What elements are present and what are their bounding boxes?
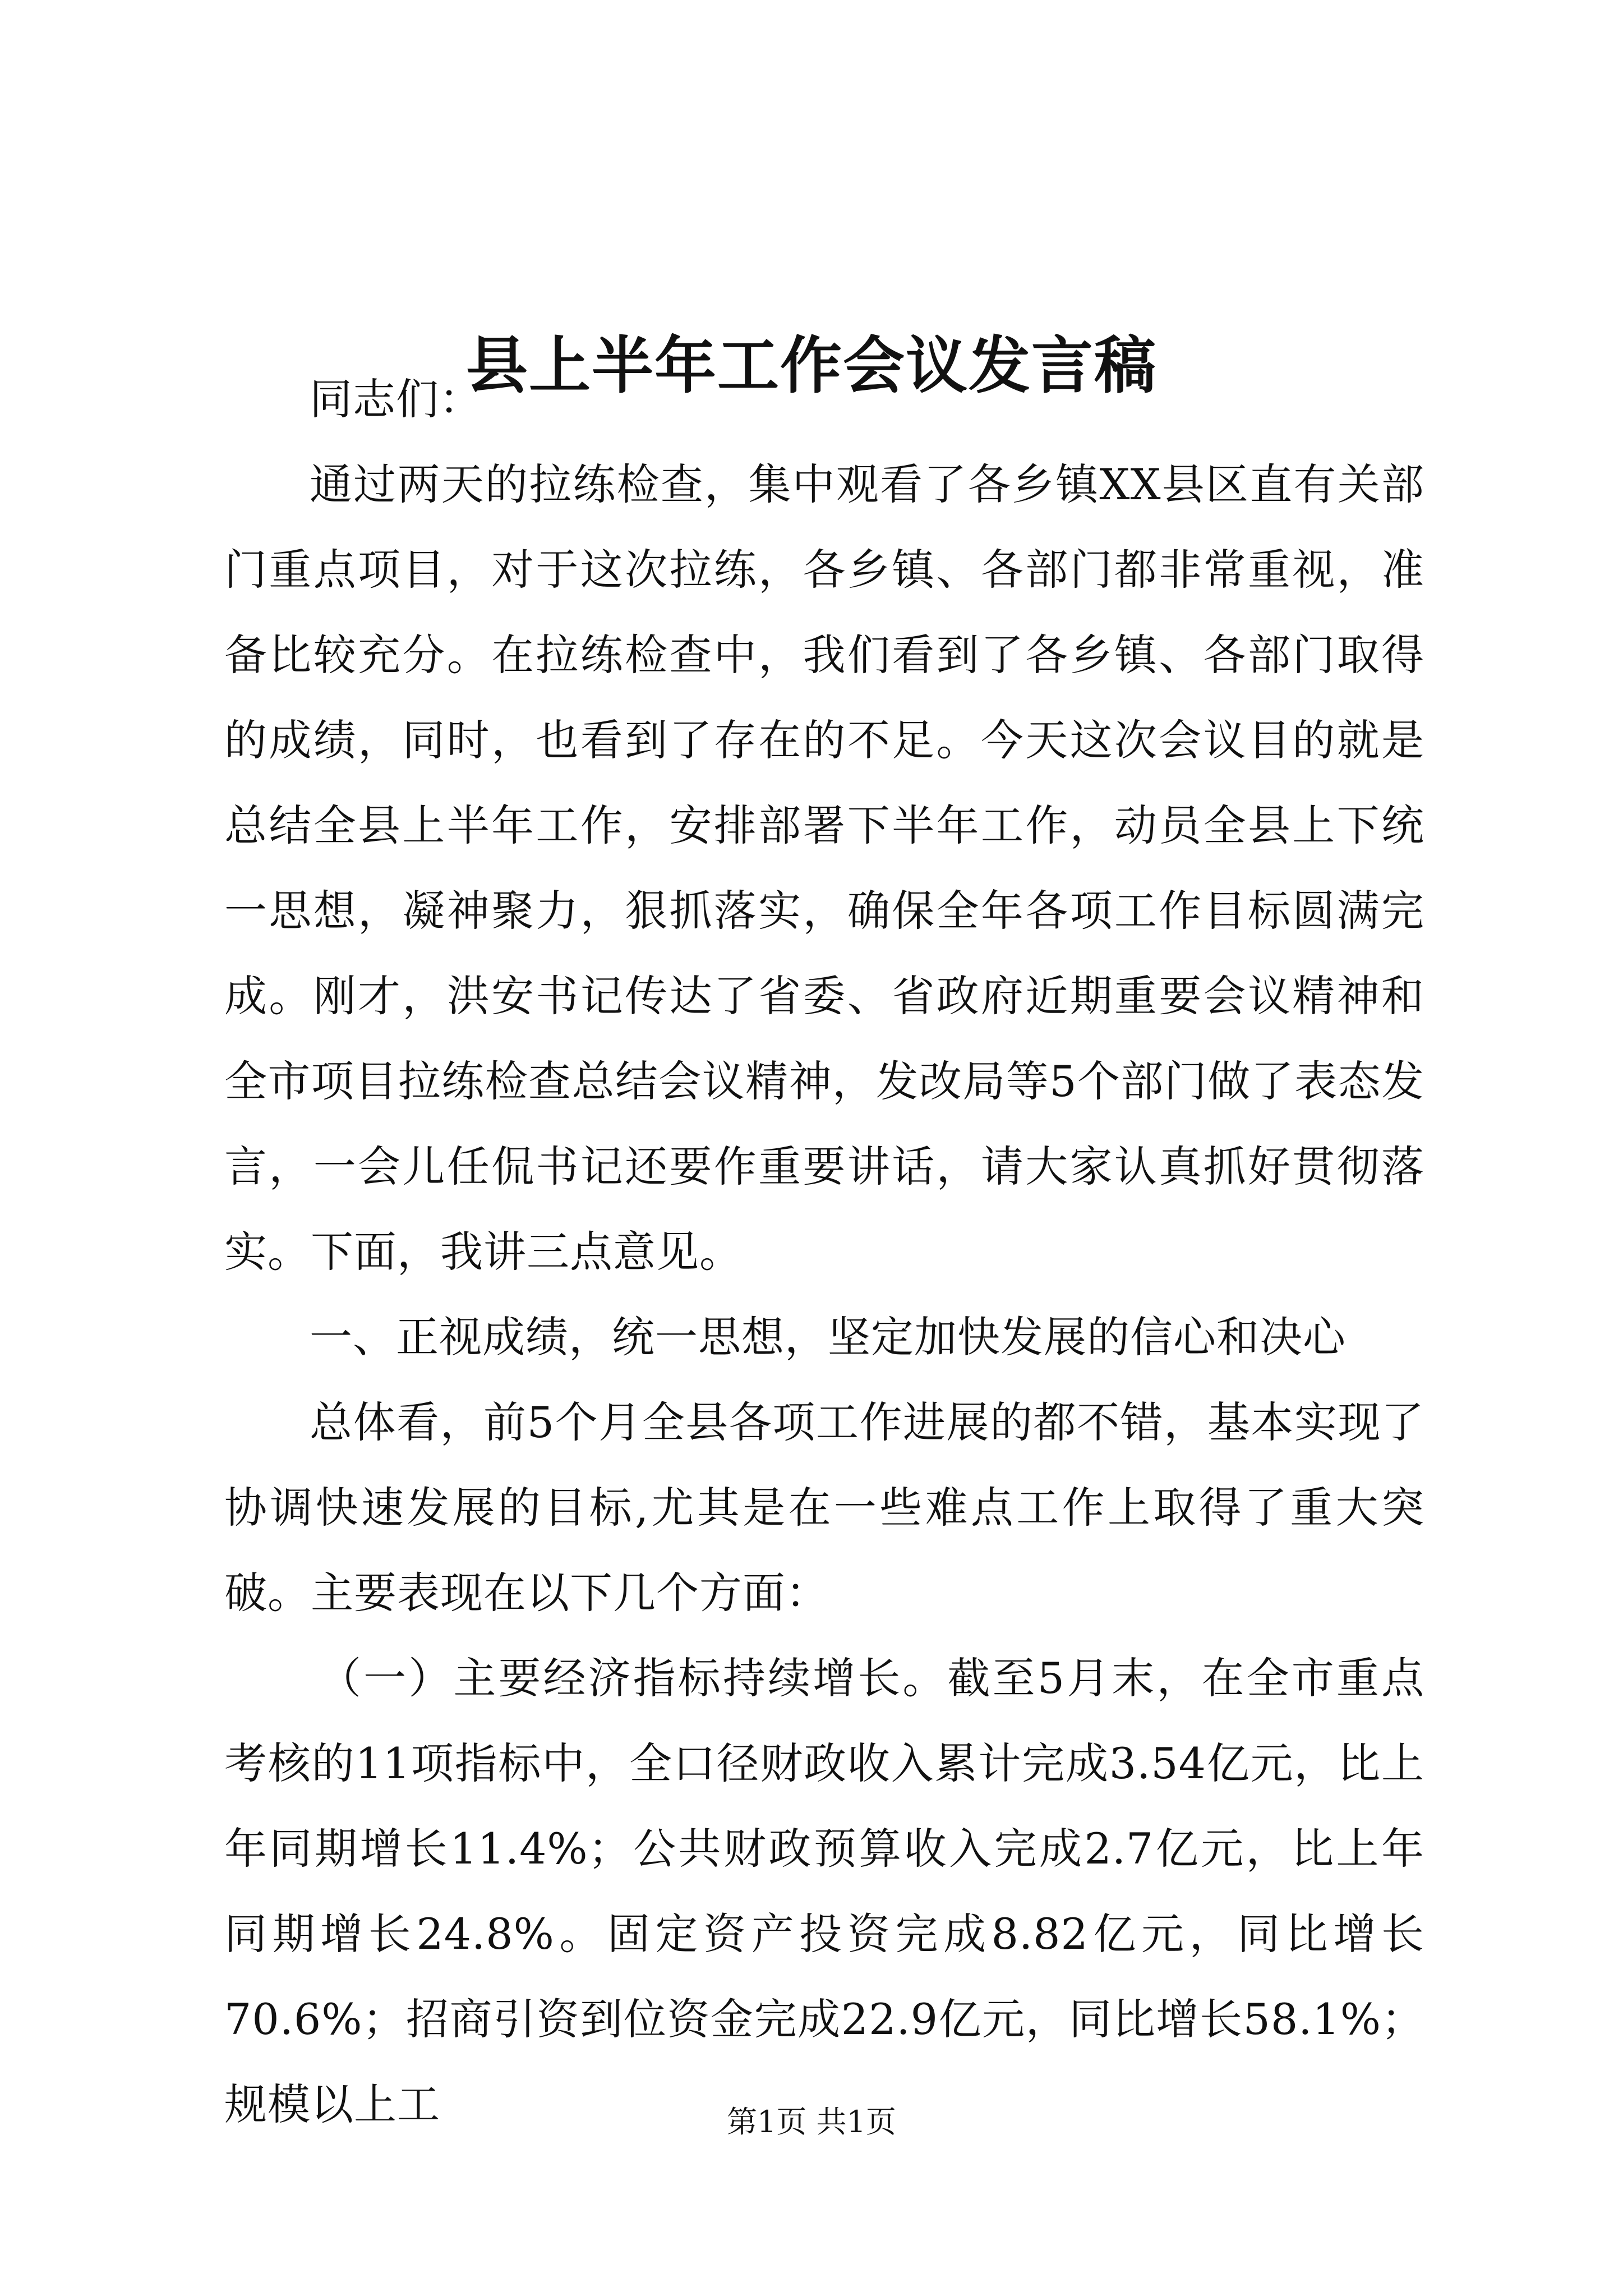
paragraph-overview: 总体看，前5个月全县各项工作进展的都不错，基本实现了协调快速发展的目标,尤其是在一些难点工作上取得了重大突破。主要表现在以下几个方面：	[224, 1397, 1424, 1618]
paragraph-economic-indicators: （一）主要经济指标持续增长。截至5月末，在全市重点考核的11项指标中，全口径财政收入累计完成3.54亿元，比上年同期增长11.4%；公共财政预算收入完成2.7亿元，比上年同期增长24.8%。固定资产投资完成8.82亿元，同比增长70.6%；招商引资到位资金完成22.9亿元，同比增长58.1%；规模以上工	[224, 1653, 1424, 2129]
salutation: 同志们：	[310, 374, 482, 424]
document-title: 县上半年工作会议发言稿	[466, 329, 1157, 402]
document-body	[224, 357, 1424, 2147]
page-number-footer: 第1页 共1页	[727, 2104, 896, 2139]
paragraph-intro: 通过两天的拉练检查，集中观看了各乡镇XX县区直有关部门重点项目，对于这次拉练，各乡镇、各部门都非常重视，准备比较充分。在拉练检查中，我们看到了各乡镇、各部门取得的成绩，同时，也看到了存在的不足。今天这次会议目的就是总结全县上半年工作，安排部署下半年工作，动员全县上下统一思想，凝神聚力，狠抓落实，确保全年各项工作目标圆满完成。刚才，洪安书记传达了省委、省政府近期重要会议精神和全市项目拉练检查总结会议精神，发改局等5个部门做了表态发言，一会儿任侃书记还要作重要讲话，请大家认真抓好贯彻落实。下面，我讲三点意见。	[224, 459, 1424, 1277]
section-heading-1: 一、正视成绩，统一思想，坚定加快发展的信心和决心	[310, 1312, 1346, 1362]
